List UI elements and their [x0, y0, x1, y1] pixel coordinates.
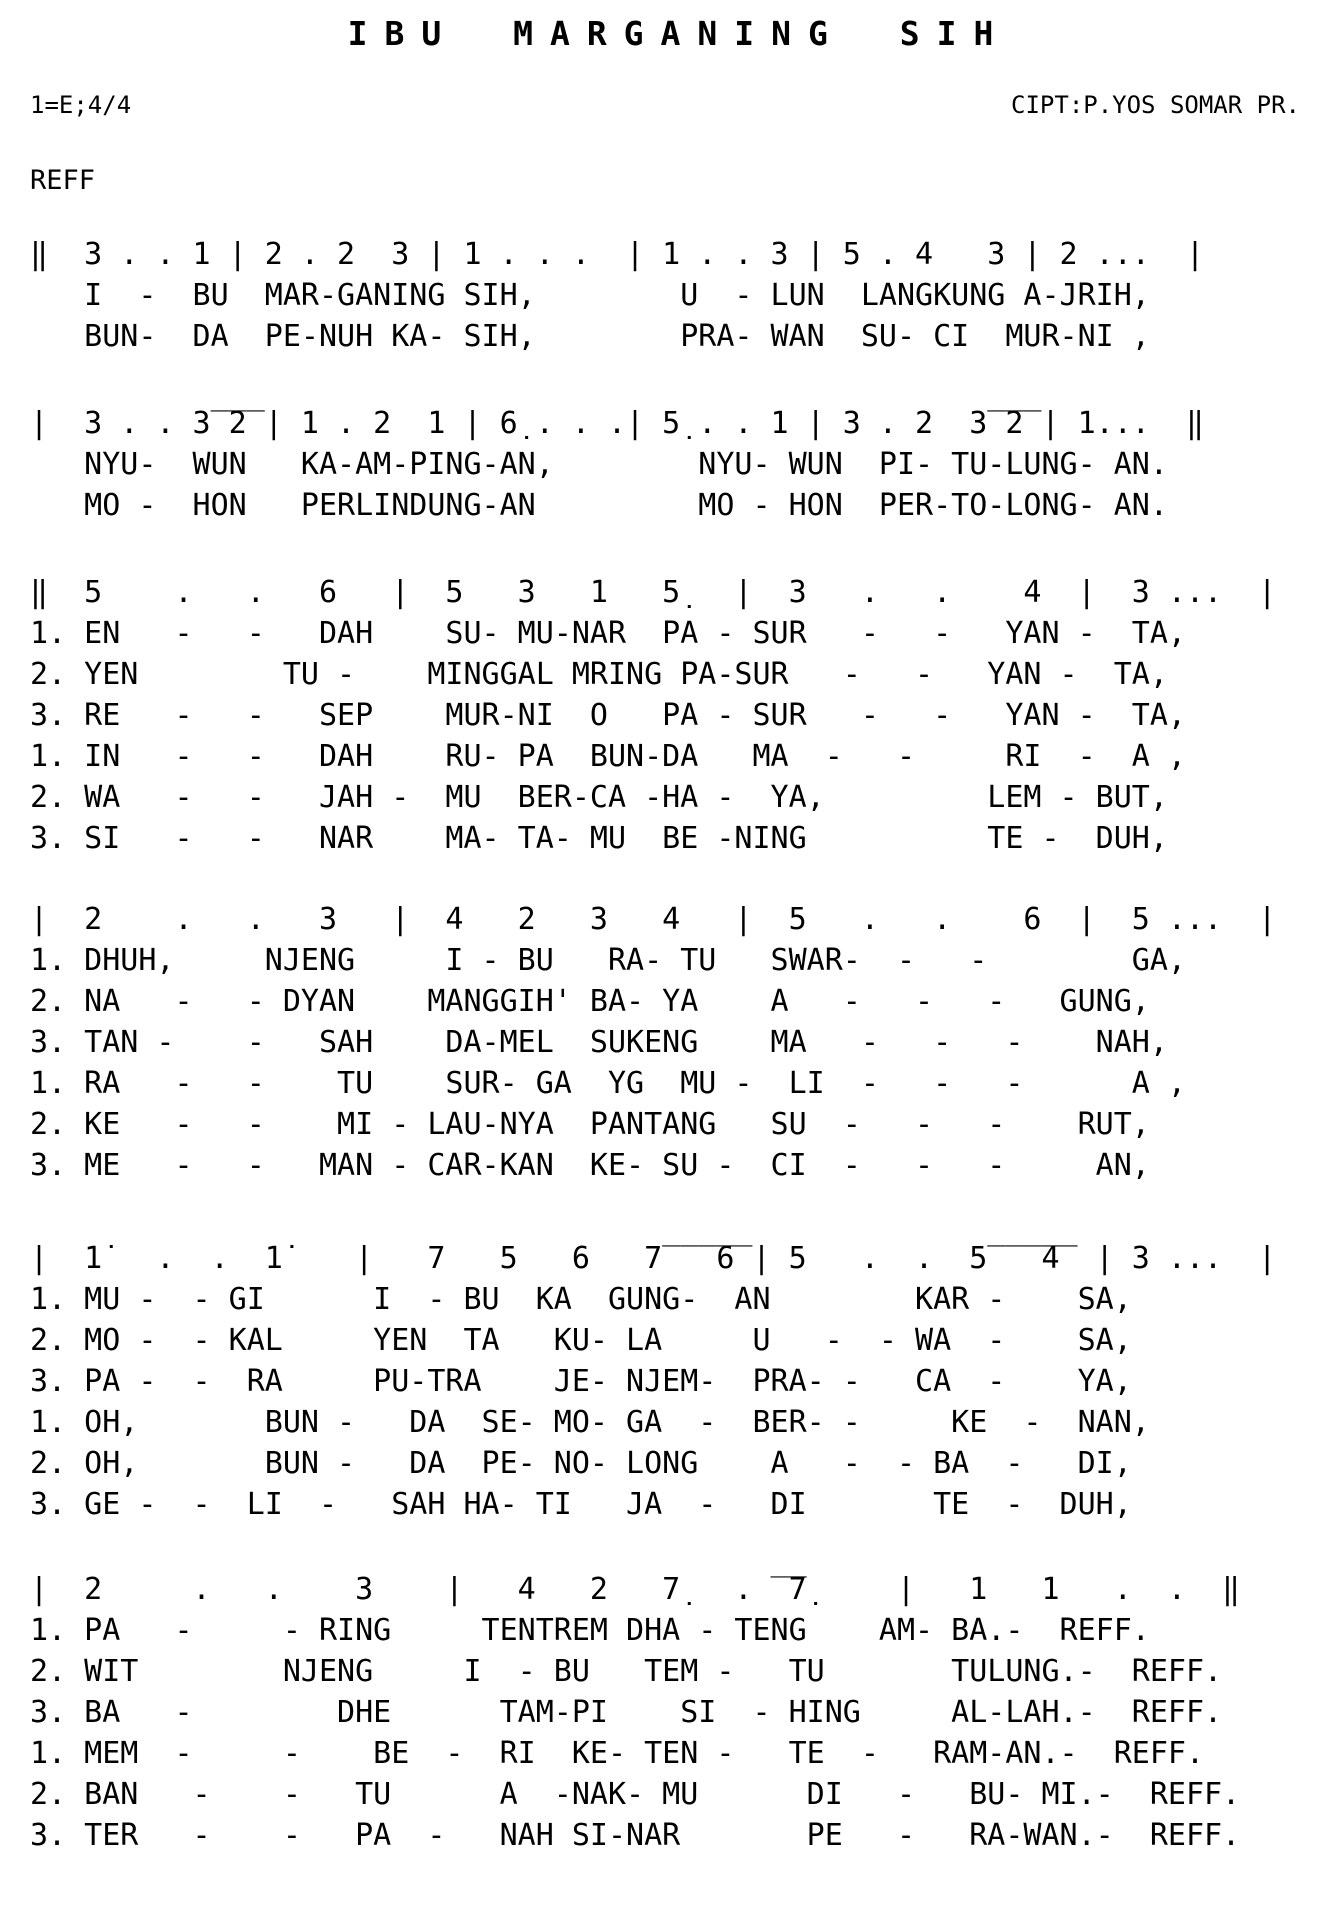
- lyric-line: 1. IN - - DAH RU- PA BUN-DA MA - - RI - A ,: [30, 739, 1186, 774]
- music-block-reff-2: [30, 403, 1328, 526]
- lyric-line: I - BU MAR-GANING SIH, U - LUN LANGKUNG A-JRIH,: [30, 278, 1150, 313]
- lyric-line: 1. MU - - GI I - BU KA GUNG- AN KAR - SA,: [30, 1282, 1132, 1317]
- lyric-line: 2. OH, BUN - DA PE- NO- LONG A - - BA - DI,: [30, 1446, 1132, 1481]
- lyric-line: BUN- DA PE-NUH KA- SIH, PRA- WAN SU- CI MUR-NI ,: [30, 319, 1150, 354]
- lyric-line: 1. DHUH, NJENG I - BU RA- TU SWAR- - - GA,: [30, 943, 1186, 978]
- notation-line: ‖ 3 . . 1 | 2 . 2 3 | 1 . . . | 1 . . 3 | 5 . 4 3 | 2 ... |: [30, 237, 1204, 272]
- page-title: IBU MARGANING SIH: [347, 14, 1011, 53]
- lyric-line: 2. YEN TU - MINGGAL MRING PA-SUR - - YAN - TA,: [30, 657, 1168, 692]
- key-signature: 1=E;4/4: [30, 91, 132, 119]
- notation-line: | 3 . . 3̅ ̅2̅ | 1 . 2 1 | 6̣ . . .| 5̣ . . 1 | 3 . 2 3̅ ̅2̅ | 1... ‖: [30, 406, 1204, 441]
- lyric-line: 2. WA - - JAH - MU BER-CA -HA - YA, LEM - BUT,: [30, 780, 1168, 815]
- music-block-verse-3: [30, 1238, 1328, 1525]
- music-block-reff-1: [30, 234, 1328, 357]
- lyric-line: MO - HON PERLINDUNG-AN MO - HON PER-TO-LONG- AN.: [30, 488, 1168, 523]
- music-block-verse-2: [30, 899, 1328, 1186]
- lyric-line: 2. KE - - MI - LAU-NYA PANTANG SU - - - RUT,: [30, 1107, 1150, 1142]
- lyric-line: 1. OH, BUN - DA SE- MO- GA - BER- - KE - NAN,: [30, 1405, 1150, 1440]
- notation-line: ‖ 5 . . 6 | 5 3 1 5̣ | 3 . . 4 | 3 ... |: [30, 575, 1277, 610]
- music-block-verse-4: [30, 1569, 1328, 1856]
- music-block-verse-1: [30, 572, 1328, 859]
- lyric-line: 2. MO - - KAL YEN TA KU- LA U - - WA - SA,: [30, 1323, 1132, 1358]
- lyric-line: 2. WIT NJENG I - BU TEM - TU TULUNG.- REFF.: [30, 1654, 1223, 1689]
- lyric-line: 3. TER - - PA - NAH SI-NAR PE - RA-WAN.- REFF.: [30, 1818, 1241, 1853]
- section-label: REFF: [30, 165, 96, 196]
- lyric-line: 3. RE - - SEP MUR-NI O PA - SUR - - YAN - TA,: [30, 698, 1186, 733]
- lyric-line: 3. GE - - LI - SAH HA- TI JA - DI TE - DUH,: [30, 1487, 1132, 1522]
- notation-line: | 2 . . 3 | 4 2 3 4 | 5 . . 6 | 5 ... |: [30, 902, 1277, 937]
- composer-credit: CIPT:P.YOS SOMAR PR.: [1011, 91, 1300, 119]
- lyric-line: 1. PA - - RING TENTREM DHA - TENG AM- BA.- REFF.: [30, 1613, 1150, 1648]
- notation-line: | 2 . . 3 | 4 2 7̣ . ̅ ̅7̣ | 1 1 . . ‖: [30, 1572, 1241, 1607]
- notation-line: | 1̇ . . 1̇ | 7 5 6 7̅ ̅ ̅ ̅6̅ | 5 . . 5̅ ̅ ̅ ̅4̅ | 3 ... |: [30, 1241, 1277, 1276]
- lyric-line: 1. RA - - TU SUR- GA YG MU - LI - - - A ,: [30, 1066, 1186, 1101]
- lyric-line: 3. PA - - RA PU-TRA JE- NJEM- PRA- - CA - YA,: [30, 1364, 1132, 1399]
- meta-row: [30, 91, 1328, 119]
- lyric-line: 2. NA - - DYAN MANGGIH' BA- YA A - - - GUNG,: [30, 984, 1150, 1019]
- lyric-line: 1. EN - - DAH SU- MU-NAR PA - SUR - - YAN - TA,: [30, 616, 1186, 651]
- lyric-line: 3. BA - DHE TAM-PI SI - HING AL-LAH.- REFF.: [30, 1695, 1223, 1730]
- lyric-line: 3. SI - - NAR MA- TA- MU BE -NING TE - DUH,: [30, 821, 1168, 856]
- lyric-line: 2. BAN - - TU A -NAK- MU DI - BU- MI.- REFF.: [30, 1777, 1241, 1812]
- lyric-line: 3. ME - - MAN - CAR-KAN KE- SU - CI - - - AN,: [30, 1148, 1150, 1183]
- lyric-line: 3. TAN - - SAH DA-MEL SUKENG MA - - - NAH,: [30, 1025, 1168, 1060]
- lyric-line: 1. MEM - - BE - RI KE- TEN - TE - RAM-AN.- REFF.: [30, 1736, 1204, 1771]
- lyric-line: NYU- WUN KA-AM-PING-AN, NYU- WUN PI- TU-LUNG- AN.: [30, 447, 1168, 482]
